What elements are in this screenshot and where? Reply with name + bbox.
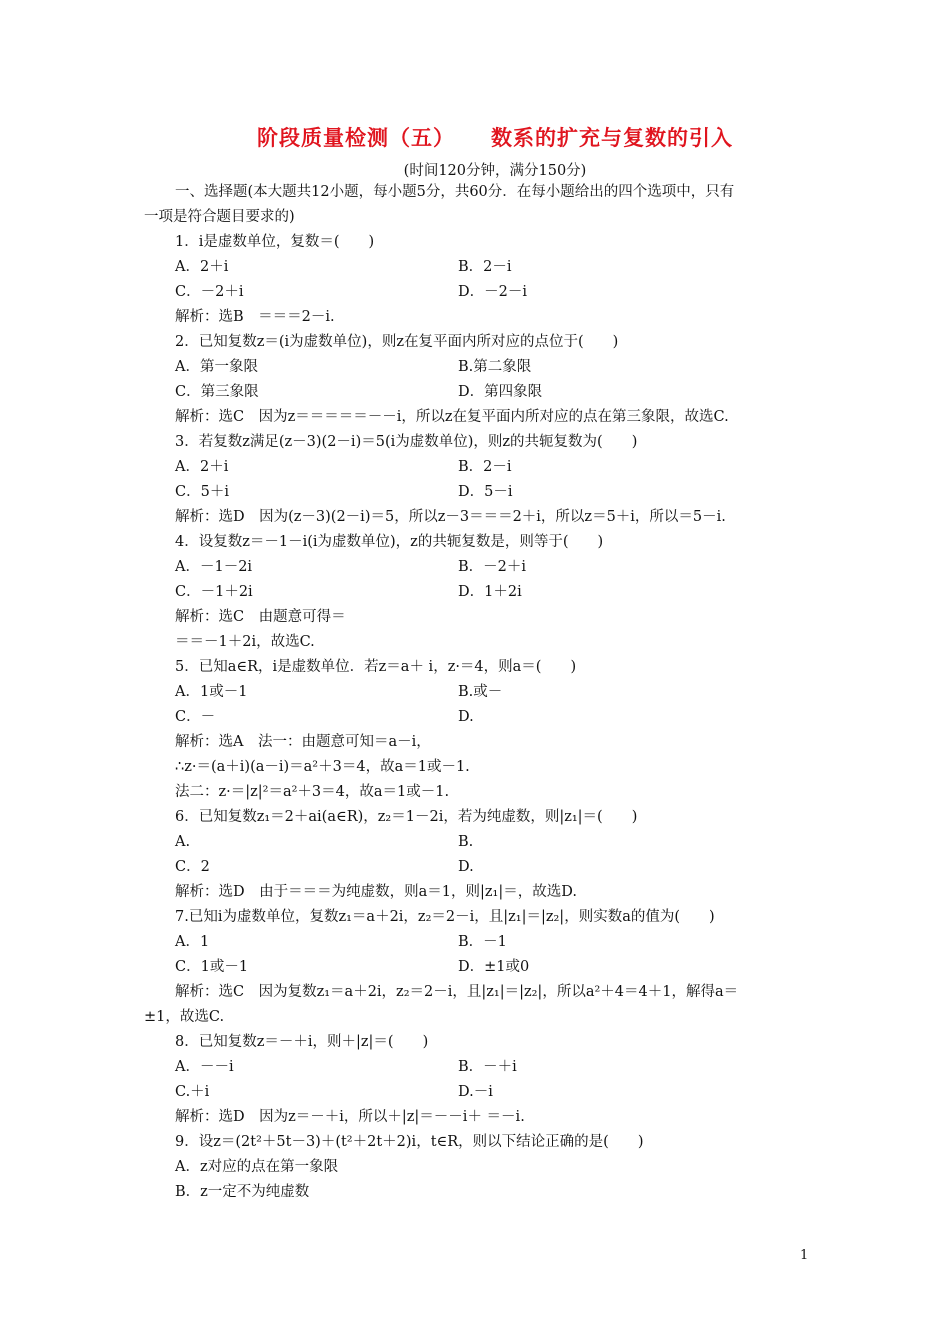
question-5-option-c: C．－ xyxy=(175,709,216,725)
question-1-option-b: B．2－i xyxy=(458,259,512,275)
question-2-option-d: D．第四象限 xyxy=(458,384,543,400)
question-2-option-a: A．第一象限 xyxy=(175,359,258,375)
question-1-stem: 1．i是虚数单位，复数＝( ) xyxy=(175,234,375,250)
question-5-option-a: A．1或－1 xyxy=(175,684,248,700)
question-8-option-d: D.－i xyxy=(458,1084,493,1100)
question-5-solution-cont: ∴z·＝(a＋i)(a－i)＝a²＋3＝4，故a＝1或－1. xyxy=(175,759,470,775)
exam-subtitle: (时间120分钟，满分150分) xyxy=(403,163,587,179)
question-2-option-b: B.第二象限 xyxy=(458,359,532,375)
section-heading: 一、选择题(本大题共12小题，每小题5分，共60分．在每小题给出的四个选项中，只有 xyxy=(175,184,735,200)
question-3-option-c: C．5＋i xyxy=(175,484,229,500)
question-7-option-c: C．1或－1 xyxy=(175,959,249,975)
question-5-solution: 解析：选A 法一：由题意可知＝a－i， xyxy=(175,734,431,750)
question-4-stem: 4．设复数z＝－1－i(i为虚数单位)，z的共轭复数是，则等于( ) xyxy=(175,534,604,550)
question-5-solution-alt: 法二：z·＝|z|²＝a²＋3＝4，故a＝1或－1. xyxy=(175,784,450,800)
question-5-option-d: D. xyxy=(458,709,474,725)
question-3-option-d: D．5－i xyxy=(458,484,513,500)
section-heading-cont: 一项是符合题目要求的) xyxy=(144,209,295,225)
question-7-solution-cont: ±1，故选C. xyxy=(144,1009,225,1025)
title-part-1: 阶段质量检测（五） xyxy=(257,126,455,150)
question-3-stem: 3．若复数z满足(z－3)(2－i)＝5(i为虚数单位)，则z的共轭复数为( ) xyxy=(175,434,638,450)
question-1-solution: 解析：选B ＝＝＝2－i. xyxy=(175,309,335,325)
question-4-solution-cont: ＝＝－1＋2i，故选C. xyxy=(175,634,315,650)
question-9-option-b: B．z一定不为纯虚数 xyxy=(175,1184,310,1200)
title-part-2: 数系的扩充与复数的引入 xyxy=(491,126,733,150)
question-4-option-a: A．－1－2i xyxy=(175,559,253,575)
question-6-stem: 6．已知复数z₁＝2＋ai(a∈R)，z₂＝1－2i，若为纯虚数，则|z₁|＝( ) xyxy=(175,809,638,825)
page-title xyxy=(0,122,950,152)
question-8-solution: 解析：选D 因为z＝－＋i，所以＋|z|＝－－i＋ ＝－i. xyxy=(175,1109,525,1125)
question-2-solution: 解析：选C 因为z＝＝＝＝＝－－i，所以z在复平面内所对应的点在第三象限，故选C. xyxy=(175,409,729,425)
question-6-solution: 解析：选D 由于＝＝＝为纯虚数，则a＝1，则|z₁|＝，故选D. xyxy=(175,884,577,900)
question-8-stem: 8．已知复数z＝－＋i，则＋|z|＝( ) xyxy=(175,1034,429,1050)
question-6-option-c: C．2 xyxy=(175,859,210,875)
question-4-solution: 解析：选C 由题意可得＝ xyxy=(175,609,346,625)
question-7-option-b: B．－1 xyxy=(458,934,507,950)
question-2-stem: 2．已知复数z＝(i为虚数单位)，则z在复平面内所对应的点位于( ) xyxy=(175,334,619,350)
question-3-option-a: A．2＋i xyxy=(175,459,229,475)
question-7-solution: 解析：选C 因为复数z₁＝a＋2i，z₂＝2－i，且|z₁|＝|z₂|，所以a²＋4＝4＋1，解得a＝ xyxy=(175,984,739,1000)
question-1-option-c: C．－2＋i xyxy=(175,284,244,300)
question-6-option-b: B. xyxy=(458,834,474,850)
question-7-option-a: A．1 xyxy=(175,934,210,950)
question-8-option-a: A．－－i xyxy=(175,1059,234,1075)
question-4-option-b: B．－2＋i xyxy=(458,559,527,575)
question-3-solution: 解析：选D 因为(z－3)(2－i)＝5，所以z－3＝＝＝2＋i，所以z＝5＋i，所以＝5－i. xyxy=(175,509,726,525)
question-9-stem: 9．设z＝(2t²＋5t－3)＋(t²＋2t＋2)i，t∈R，则以下结论正确的是( ) xyxy=(175,1134,644,1150)
question-5-option-b: B.或－ xyxy=(458,684,503,700)
question-1-option-d: D．－2－i xyxy=(458,284,527,300)
question-6-option-a: A. xyxy=(175,834,191,850)
question-6-option-d: D. xyxy=(458,859,474,875)
question-8-option-c: C.＋i xyxy=(175,1084,210,1100)
question-9-option-a: A．z对应的点在第一象限 xyxy=(175,1159,339,1175)
question-7-option-d: D．±1或0 xyxy=(458,959,530,975)
question-5-stem: 5．已知a∈R，i是虚数单位．若z＝a＋ i，z·＝4，则a＝( ) xyxy=(175,659,577,675)
question-2-option-c: C．第三象限 xyxy=(175,384,259,400)
page-number: 1 xyxy=(800,1248,809,1263)
question-3-option-b: B．2－i xyxy=(458,459,512,475)
question-7-stem: 7.已知i为虚数单位，复数z₁＝a＋2i，z₂＝2－i，且|z₁|＝|z₂|，则实数a的值为( ) xyxy=(175,909,715,925)
question-4-option-c: C．－1＋2i xyxy=(175,584,253,600)
question-8-option-b: B．－＋i xyxy=(458,1059,517,1075)
question-4-option-d: D．1＋2i xyxy=(458,584,522,600)
question-1-option-a: A．2＋i xyxy=(175,259,229,275)
